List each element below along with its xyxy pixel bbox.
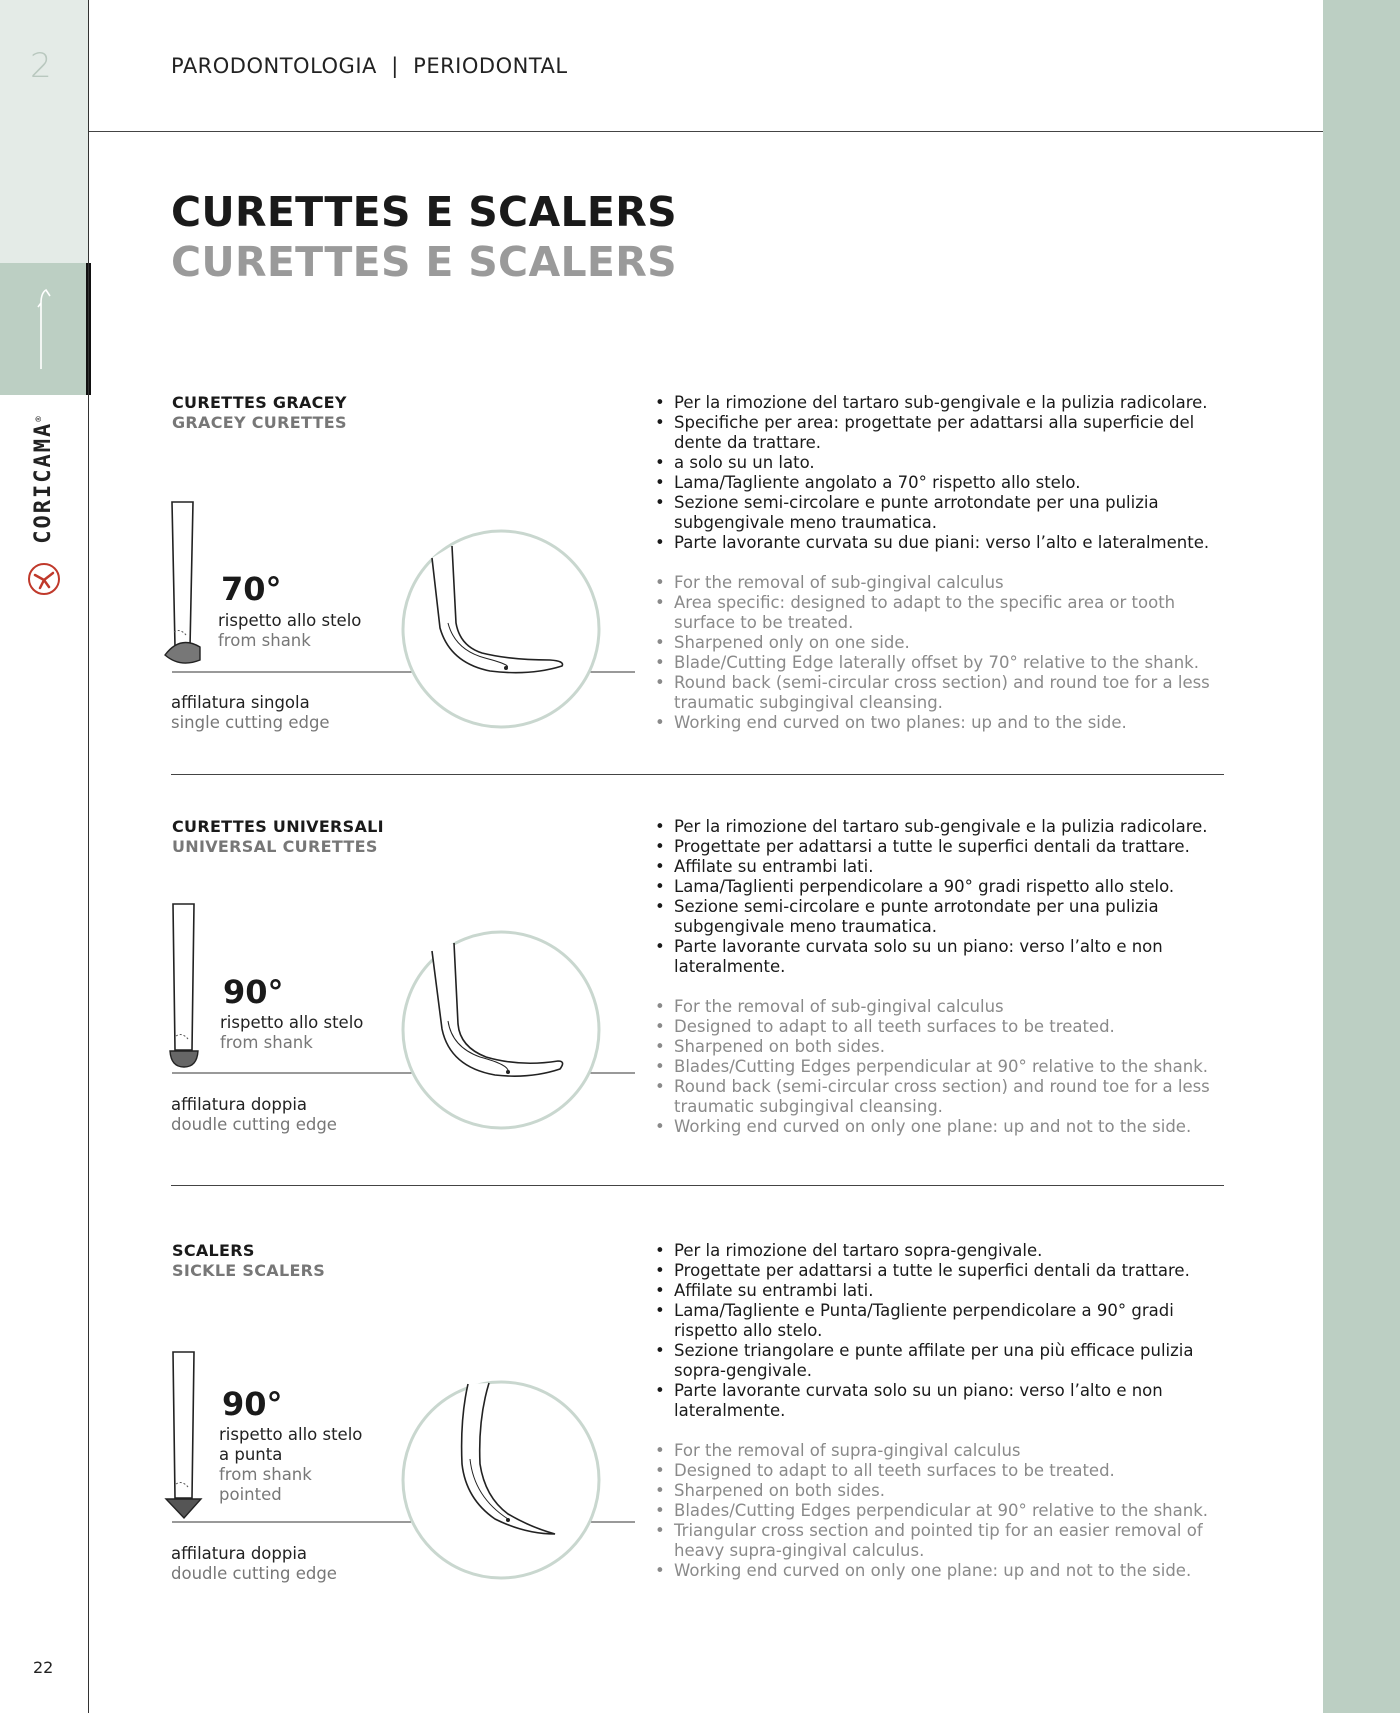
list-item: • Blades/Cutting Edges perpendicular at 90° relative to the shank. (654, 1057, 1234, 1077)
angle-caption-translation: from shank (220, 1033, 313, 1052)
right-color-band (1323, 0, 1400, 1713)
list-item: • Lama/Tagliente angolato a 70° rispetto allo stelo. (654, 473, 1234, 493)
section-title: CURETTES GRACEY (172, 393, 347, 412)
list-item: • Lama/Taglienti perpendicolare a 90° gradi rispetto allo stelo. (654, 877, 1234, 897)
page-number: 22 (33, 1658, 54, 1677)
list-item: • Affilate su entrambi lati. (654, 857, 1234, 877)
angle-value: 90° (223, 973, 284, 1011)
section-title: CURETTES UNIVERSALI (172, 817, 384, 836)
list-item: • Designed to adapt to all teeth surfaces to be treated. (654, 1017, 1234, 1037)
feature-list (654, 393, 1234, 553)
section-divider (171, 1185, 1224, 1186)
list-item: • For the removal of supra-gingival calculus (654, 1441, 1234, 1461)
list-item: • Progettate per adattarsi a tutte le superfici dentali da trattare. (654, 837, 1234, 857)
list-item: • Parte lavorante curvata solo su un piano: verso l’alto e non lateralmente. (654, 937, 1234, 977)
sidebar-divider (88, 0, 89, 1713)
list-item: • Per la rimozione del tartaro sub-gengivale e la pulizia radicolare. (654, 393, 1234, 413)
list-item: • Working end curved on only one plane: up and not to the side. (654, 1117, 1234, 1137)
header-rule (89, 131, 1323, 132)
sidebar-chapter-band (0, 263, 88, 395)
angle-caption: rispetto allo stelo (219, 1425, 363, 1444)
list-item: • For the removal of sub-gingival calculus (654, 997, 1234, 1017)
angle-caption-line2: a punta (219, 1445, 283, 1464)
list-item: • Sharpened on both sides. (654, 1037, 1234, 1057)
list-item: • Specifiche per area: progettate per adattarsi alla superficie del dente da trattare. (654, 413, 1234, 453)
list-item: • Sharpened on both sides. (654, 1481, 1234, 1501)
feature-list-translation (654, 573, 1234, 733)
edge-label: affilatura doppia (171, 1544, 308, 1563)
brand-logo (26, 410, 62, 600)
chapter-number: 2 (30, 46, 52, 86)
list-item: • Working end curved on two planes: up and to the side. (654, 713, 1234, 733)
angle-value: 70° (221, 570, 282, 608)
page-title: CURETTES E SCALERS (171, 188, 677, 236)
angle-caption: rispetto allo stelo (220, 1013, 364, 1032)
angle-caption-translation: from shank (218, 631, 311, 650)
list-item: • Lama/Tagliente e Punta/Tagliente perpendicolare a 90° gradi rispetto allo stelo. (654, 1301, 1234, 1341)
list-item: • Triangular cross section and pointed tip for an easier removal of heavy supra-gingival calculus. (654, 1521, 1234, 1561)
feature-list-translation (654, 997, 1234, 1137)
edge-label: affilatura singola (171, 693, 310, 712)
list-item: • For the removal of sub-gingival calculus (654, 573, 1234, 593)
list-item: • Sezione semi-circolare e punte arrotondate per una pulizia subgengivale meno traumatica. (654, 493, 1234, 533)
list-item: • Working end curved on only one plane: up and not to the side. (654, 1561, 1234, 1581)
section-subtitle: UNIVERSAL CURETTES (172, 837, 378, 856)
angle-caption-translation: from shank (219, 1465, 312, 1484)
list-item: • Parte lavorante curvata su due piani: verso l’alto e lateralmente. (654, 533, 1234, 553)
list-item: • Affilate su entrambi lati. (654, 1281, 1234, 1301)
list-item: • Round back (semi-circular cross section) and round toe for a less traumatic subgingival cleansing. (654, 1077, 1234, 1117)
working-end-diagram (400, 929, 602, 1131)
list-item: • Per la rimozione del tartaro sopra-gengivale. (654, 1241, 1234, 1261)
feature-list (654, 1241, 1234, 1421)
edge-label-translation: doudle cutting edge (171, 1115, 337, 1134)
list-item: • Designed to adapt to all teeth surfaces to be treated. (654, 1461, 1234, 1481)
sidebar-top-band (0, 0, 88, 263)
angle-caption: rispetto allo stelo (218, 611, 362, 630)
list-item: • a solo su un lato. (654, 453, 1234, 473)
list-item: • Per la rimozione del tartaro sub-gengivale e la pulizia radicolare. (654, 817, 1234, 837)
edge-label-translation: doudle cutting edge (171, 1564, 337, 1583)
edge-label-translation: single cutting edge (171, 713, 330, 732)
angle-caption-translation-line2: pointed (219, 1485, 282, 1504)
list-item: • Round back (semi-circular cross section) and round toe for a less traumatic subgingival cleansing. (654, 673, 1234, 713)
list-item: • Parte lavorante curvata solo su un piano: verso l’alto e non lateralmente. (654, 1381, 1234, 1421)
angle-value: 90° (222, 1385, 283, 1423)
list-item: • Area specific: designed to adapt to the specific area or tooth surface to be treated. (654, 593, 1234, 633)
list-item: • Sezione triangolare e punte affilate per una più efficace pulizia sopra-gengivale. (654, 1341, 1234, 1381)
instrument-icon (0, 263, 88, 395)
section-header: PARODONTOLOGIA | PERIODONTAL (171, 54, 568, 78)
edge-label: affilatura doppia (171, 1095, 308, 1114)
list-item: • Sharpened only on one side. (654, 633, 1234, 653)
working-end-diagram (400, 528, 602, 730)
list-item: • Sezione semi-circolare e punte arrotondate per una pulizia subgengivale meno traumatica. (654, 897, 1234, 937)
section-subtitle: GRACEY CURETTES (172, 413, 347, 432)
feature-list-translation (654, 1441, 1234, 1581)
list-item: • Blade/Cutting Edge laterally offset by 70° relative to the shank. (654, 653, 1234, 673)
brand-emblem-icon (26, 561, 62, 597)
feature-list (654, 817, 1234, 977)
section-divider (171, 774, 1224, 775)
working-end-diagram (400, 1379, 602, 1581)
section-subtitle: SICKLE SCALERS (172, 1261, 326, 1280)
brand-wordmark: CORICAMA® (31, 414, 56, 544)
list-item: • Progettate per adattarsi a tutte le superfici dentali da trattare. (654, 1261, 1234, 1281)
page-title-translation: CURETTES E SCALERS (171, 238, 677, 286)
section-title: SCALERS (172, 1241, 255, 1260)
list-item: • Blades/Cutting Edges perpendicular at 90° relative to the shank. (654, 1501, 1234, 1521)
